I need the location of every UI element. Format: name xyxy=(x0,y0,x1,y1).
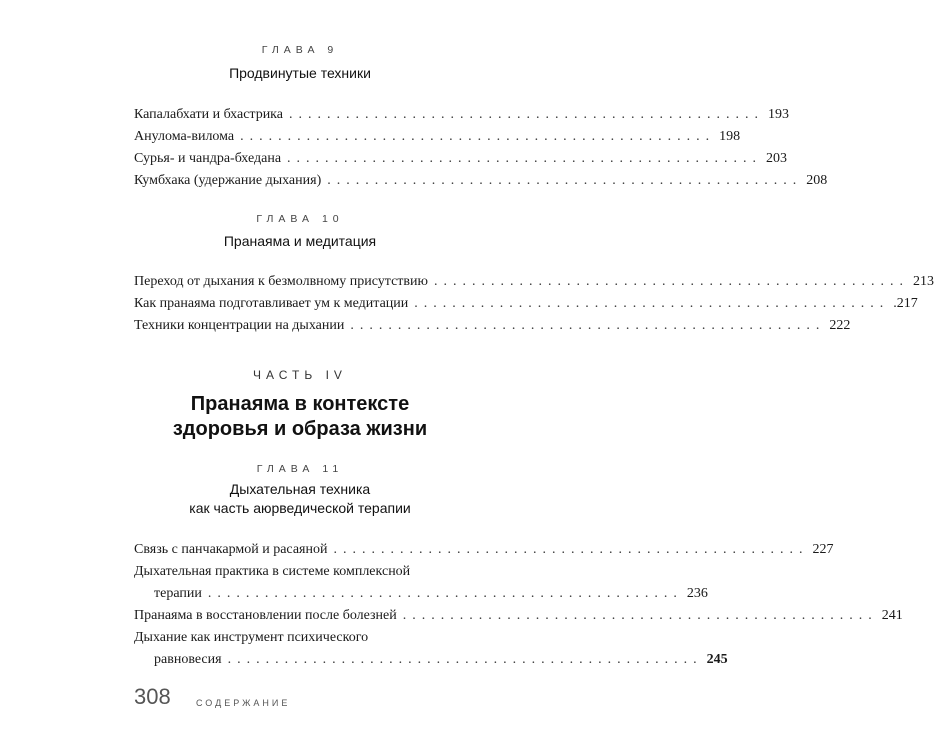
page-number: 208 xyxy=(806,173,828,188)
leader-dots: .................................................. xyxy=(240,129,716,144)
page-number: 236 xyxy=(686,586,708,601)
page-number: 241 xyxy=(881,608,903,623)
chapter-11-label: ГЛАВА 11 xyxy=(256,463,344,475)
leader-dots: .................................................. xyxy=(433,274,909,289)
page-number: 198 xyxy=(719,129,741,144)
toc-entry[interactable] xyxy=(134,104,789,126)
entry-text: Анулома-вилома xyxy=(134,129,235,144)
chapter-9-label: ГЛАВА 9 xyxy=(261,44,339,56)
chapter-11-title-line-1: Дыхательная техника xyxy=(229,481,371,497)
entry-text: Кумбхака (удержание дыхания) xyxy=(134,173,322,188)
page-number: 222 xyxy=(829,318,851,333)
toc-entry[interactable] xyxy=(134,627,728,671)
footer-section-label: СОДЕРЖАНИЕ xyxy=(196,698,291,708)
page-number: 213 xyxy=(912,274,934,289)
page-number: 193 xyxy=(768,107,789,122)
entry-text: Связь с панчакармой и расаяной xyxy=(134,542,328,557)
toc-entry[interactable] xyxy=(134,126,741,148)
leader-dots: .................................................. xyxy=(333,542,809,557)
chapter-9-title: Продвинутые техники xyxy=(229,65,371,81)
entry-text-line-1: Дыхательная практика в системе комплексной xyxy=(134,564,411,579)
leader-dots: .................................................. xyxy=(327,173,803,188)
leader-dots: .................................................. xyxy=(227,652,703,667)
entry-text: равновесия xyxy=(154,652,222,667)
leader-dots: .................................................. xyxy=(414,296,890,311)
leader-dots: .................................................. xyxy=(289,107,764,122)
entry-text: терапии xyxy=(154,586,202,601)
leader-dots: .................................................. xyxy=(402,608,878,623)
entry-text: Капалабхати и бхастрика xyxy=(134,107,283,122)
toc-entry[interactable] xyxy=(134,148,788,170)
leader-dots: .................................................. xyxy=(350,318,826,333)
chapter-10-title: Пранаяма и медитация xyxy=(223,233,377,249)
toc-entry[interactable] xyxy=(134,605,903,627)
entry-text: Техники концентрации на дыхании xyxy=(134,318,345,333)
entry-text-line-1: Дыхание как инструмент психического xyxy=(134,630,369,645)
part-4-title-line-2: здоровья и образа жизни xyxy=(172,418,428,440)
toc-entry[interactable] xyxy=(134,561,708,605)
entry-text: Пранаяма в восстановлении после болезней xyxy=(134,608,397,623)
chapter-11-title-line-2: как часть аюрведической терапии xyxy=(189,500,411,516)
entry-text: Сурья- и чандра-бхедана xyxy=(134,151,282,166)
entry-text: Как пранаяма подготавливает ум к медитации xyxy=(134,296,409,311)
toc-entry[interactable] xyxy=(134,315,851,337)
page-number: 227 xyxy=(812,542,834,557)
leader-dots: .................................................. xyxy=(287,151,763,166)
toc-entry[interactable] xyxy=(134,539,834,561)
footer-page-number: 308 xyxy=(134,684,171,709)
toc-entry[interactable] xyxy=(134,170,828,192)
part-4-label: ЧАСТЬ IV xyxy=(253,368,347,382)
chapter-10-label: ГЛАВА 10 xyxy=(256,213,344,225)
entry-text: Переход от дыхания к безмолвному присутствию xyxy=(134,274,428,289)
toc-entry[interactable] xyxy=(134,271,934,293)
part-4-title-line-1: Пранаяма в контексте xyxy=(190,393,410,415)
leader-dots: .................................................. xyxy=(207,586,683,601)
toc-entry[interactable] xyxy=(134,293,918,315)
page-number: 245 xyxy=(706,652,728,667)
page-number: .217 xyxy=(893,296,918,311)
page-number: 203 xyxy=(766,151,788,166)
